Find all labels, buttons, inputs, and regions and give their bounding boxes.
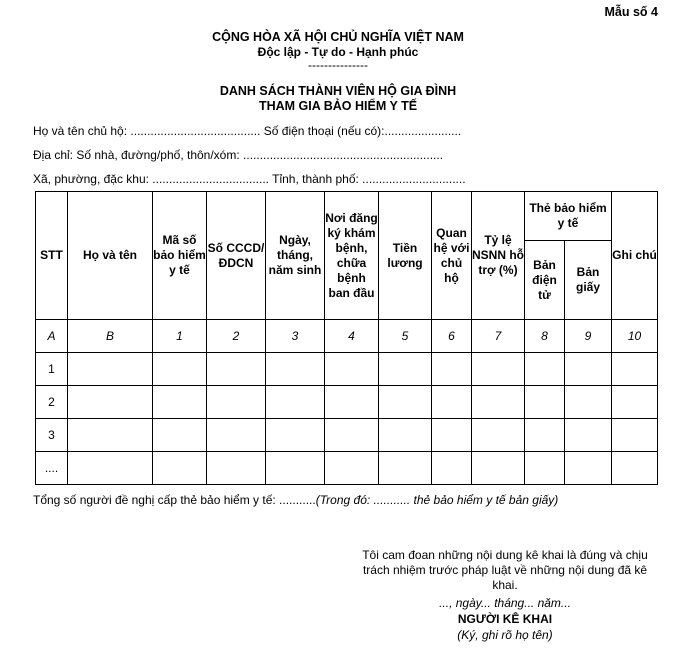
salary-cell[interactable] [379,452,432,485]
notes-cell[interactable] [612,419,658,452]
header-notes: Ghi chú [612,192,658,320]
form-number: Mẫu số 4 [604,5,658,19]
index-cell: 10 [612,320,658,353]
document-title-line2: THAM GIA BẢO HIỂM Y TẾ [258,99,418,113]
notes-cell[interactable] [612,452,658,485]
header-relation: Quan hệ với chủ hộ [432,192,472,320]
support-rate-cell[interactable] [472,452,525,485]
header-registration: Nơi đăng ký khám bệnh, chữa bệnh ban đầu [325,192,379,320]
id-number-cell[interactable] [207,353,266,386]
dob-cell[interactable] [266,353,325,386]
table-row [36,452,658,485]
registration-cell[interactable] [325,386,379,419]
index-cell: 2 [207,320,266,353]
header-card-paper: Bản giấy [565,241,612,320]
header-support-rate: Tỷ lệ NSNN hỗ trợ (%) [472,192,525,320]
relation-cell[interactable] [432,419,472,452]
index-cell: 1 [153,320,207,353]
card-paper-cell[interactable] [565,419,612,452]
header-dob: Ngày, tháng, năm sinh [266,192,325,320]
card-paper-cell[interactable] [565,452,612,485]
header-name: Họ và tên [68,192,153,320]
dob-cell[interactable] [266,386,325,419]
index-cell: 5 [379,320,432,353]
table-row [36,419,658,452]
registration-cell[interactable] [325,419,379,452]
household-head-field: Họ và tên chủ hộ: ....................................... Số điện thoại (nếu có):....................... [33,124,462,138]
insurance-code-cell[interactable] [153,419,207,452]
insurance-code-cell[interactable] [153,386,207,419]
relation-cell[interactable] [432,452,472,485]
row-number: 1 [36,353,68,386]
header-separator: --------------- [308,58,368,72]
document-title-line1: DANH SÁCH THÀNH VIÊN HỘ GIA ĐÌNH [219,84,457,98]
address-field: Địa chỉ: Số nhà, đường/phố, thôn/xóm: ............................................................ [33,148,444,162]
table-row [36,353,658,386]
motto: Độc lập - Tự do - Hạnh phúc [257,45,419,59]
header-card-electronic: Bản điện tử [525,241,565,320]
header-salary: Tiền lương [379,192,432,320]
name-cell[interactable] [68,452,153,485]
index-cell: B [68,320,153,353]
insurance-code-cell[interactable] [153,452,207,485]
row-number: 2 [36,386,68,419]
total-text: Tổng số người đề nghị cấp thẻ bảo hiểm y tế: ........... [33,493,316,507]
header-card-group: Thẻ bảo hiểm y tế [525,192,612,241]
header-id-number: Số CCCD/ ĐDCN [207,192,266,320]
signer-note: (Ký, ghi rõ họ tên) [457,628,553,642]
support-rate-cell[interactable] [472,353,525,386]
index-cell: 3 [266,320,325,353]
header-insurance-code: Mã số bảo hiểm y tế [153,192,207,320]
registration-cell[interactable] [325,353,379,386]
support-rate-cell[interactable] [472,386,525,419]
commitment-text: Tôi cam đoan những nội dung kê khai là đúng và chịu trách nhiệm trước pháp luật về những nội dung đã kê khai. [362,548,648,592]
id-number-cell[interactable] [207,419,266,452]
card-paper-cell[interactable] [565,353,612,386]
relation-cell[interactable] [432,353,472,386]
commune-province-field: Xã, phường, đặc khu: ................................... Tỉnh, thành phố: ............................... [33,172,466,186]
name-cell[interactable] [68,353,153,386]
notes-cell[interactable] [612,386,658,419]
header-stt: STT [36,192,68,320]
salary-cell[interactable] [379,353,432,386]
relation-cell[interactable] [432,386,472,419]
nation-title: CỘNG HÒA XÃ HỘI CHỦ NGHĨA VIỆT NAM [212,30,464,44]
index-cell: 6 [432,320,472,353]
id-number-cell[interactable] [207,452,266,485]
registration-cell[interactable] [325,452,379,485]
salary-cell[interactable] [379,386,432,419]
index-cell: A [36,320,68,353]
index-row [36,320,658,353]
total-line [33,493,558,507]
index-cell: 9 [565,320,612,353]
insurance-code-cell[interactable] [153,353,207,386]
support-rate-cell[interactable] [472,419,525,452]
date-line: ..., ngày... tháng... năm... [439,596,571,610]
members-table [35,191,658,485]
signer-title: NGƯỜI KÊ KHAI [457,612,553,626]
salary-cell[interactable] [379,419,432,452]
name-cell[interactable] [68,419,153,452]
table-row [36,386,658,419]
dob-cell[interactable] [266,452,325,485]
index-cell: 8 [525,320,565,353]
index-cell: 7 [472,320,525,353]
card-electronic-cell[interactable] [525,452,565,485]
dob-cell[interactable] [266,419,325,452]
card-electronic-cell[interactable] [525,353,565,386]
id-number-cell[interactable] [207,386,266,419]
row-number: 3 [36,419,68,452]
card-electronic-cell[interactable] [525,386,565,419]
card-electronic-cell[interactable] [525,419,565,452]
name-cell[interactable] [68,386,153,419]
card-paper-cell[interactable] [565,386,612,419]
index-cell: 4 [325,320,379,353]
notes-cell[interactable] [612,353,658,386]
row-number: .... [36,452,68,485]
total-italic: (Trong đó: ........... thẻ bảo hiểm y tế bản giấy) [315,493,559,507]
